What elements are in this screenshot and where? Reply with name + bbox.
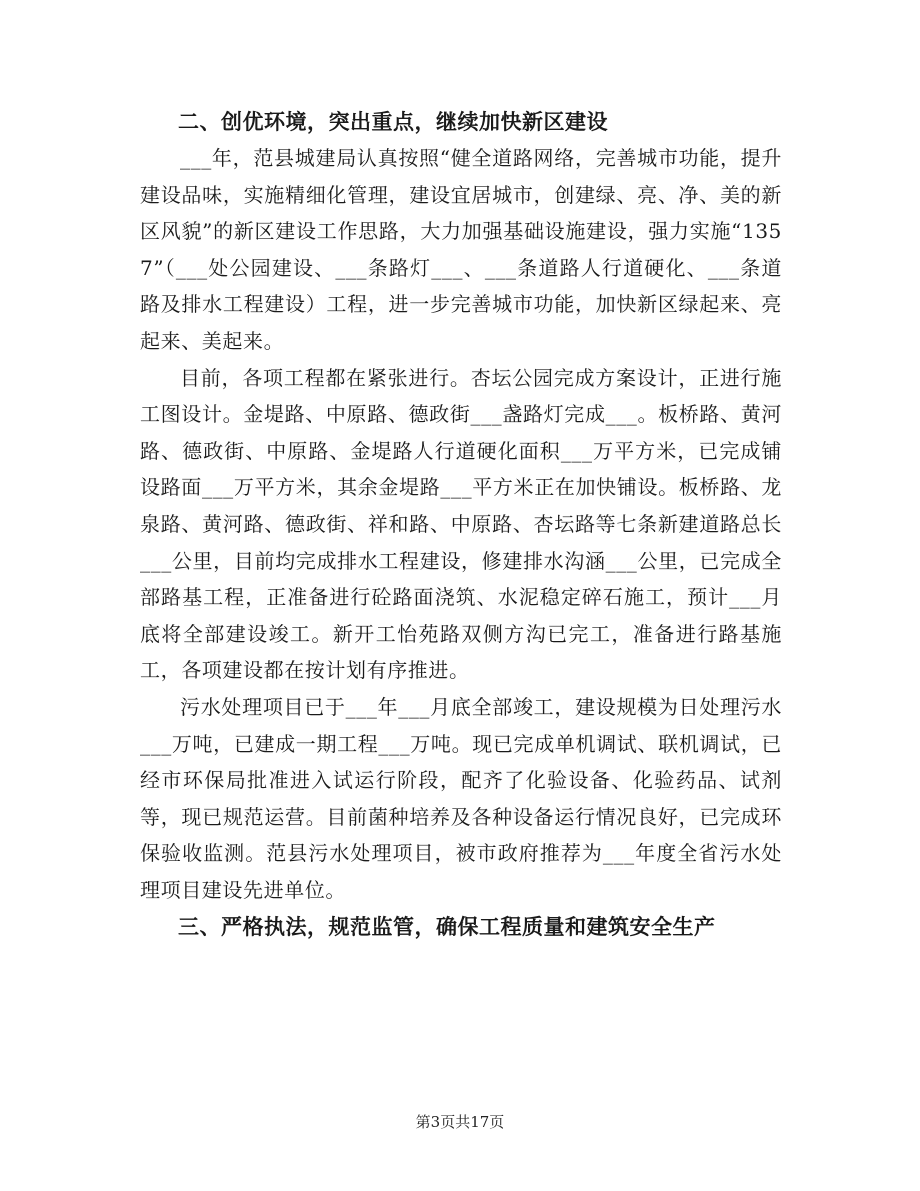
paragraph-2: 目前，各项工程都在紧张进行。杏坛公园完成方案设计，正进行施工图设计。金堤路、中原路、德政街___盏路灯完成___。板桥路、黄河路、德政街、中原路、金堤路人行道硬化面积___万平方米，已完成铺设路面___万平方米，其余金堤路___平方米正在加快铺设。板桥路、龙泉路、黄河路、德政街、祥和路、中原路、杏坛路等七条新建道路总长___公里，目前均完成排水工程建设，修建排水沟涵___公里，已完成全部路基工程，正准备进行砼路面浇筑、水泥稳定碎石施工，预计___月底将全部建设竣工。新开工怡苑路双侧方沟已完工，准备进行路基施工，各项建设都在按计划有序推进。: [140, 365, 782, 683]
paragraph-1: ___年，范县城建局认真按照“健全道路网络，完善城市功能，提升建设品味，实施精细化管理，建设宜居城市，创建绿、亮、净、美的新区风貌”的新区建设工作思路，大力加强基础设施建设，强力实施“1357”（___处公园建设、___条路灯___、___条道路人行道硬化、___条道路及排水工程建设）工程，进一步完善城市功能，加快新区绿起来、亮起来、美起来。: [140, 146, 782, 353]
paragraph-3: 污水处理项目已于___年___月底全部竣工，建设规模为日处理污水___万吨，已建成一期工程___万吨。现已完成单机调试、联机调试，已经市环保局批准进入试运行阶段，配齐了化验设备、化验药品、试剂等，现已规范运营。目前菌种培养及各种设备运行情况良好，已完成环保验收监测。范县污水处理项目，被市政府推荐为___年度全省污水处理项目建设先进单位。: [140, 694, 782, 902]
document-body: [140, 104, 782, 945]
page-number: 第3页共17页: [415, 1113, 505, 1131]
section-heading-2: 二、创优环境，突出重点，继续加快新区建设: [178, 110, 608, 134]
section-heading-3: 三、严格执法，规范监管，确保工程质量和建筑安全生产: [178, 915, 716, 940]
